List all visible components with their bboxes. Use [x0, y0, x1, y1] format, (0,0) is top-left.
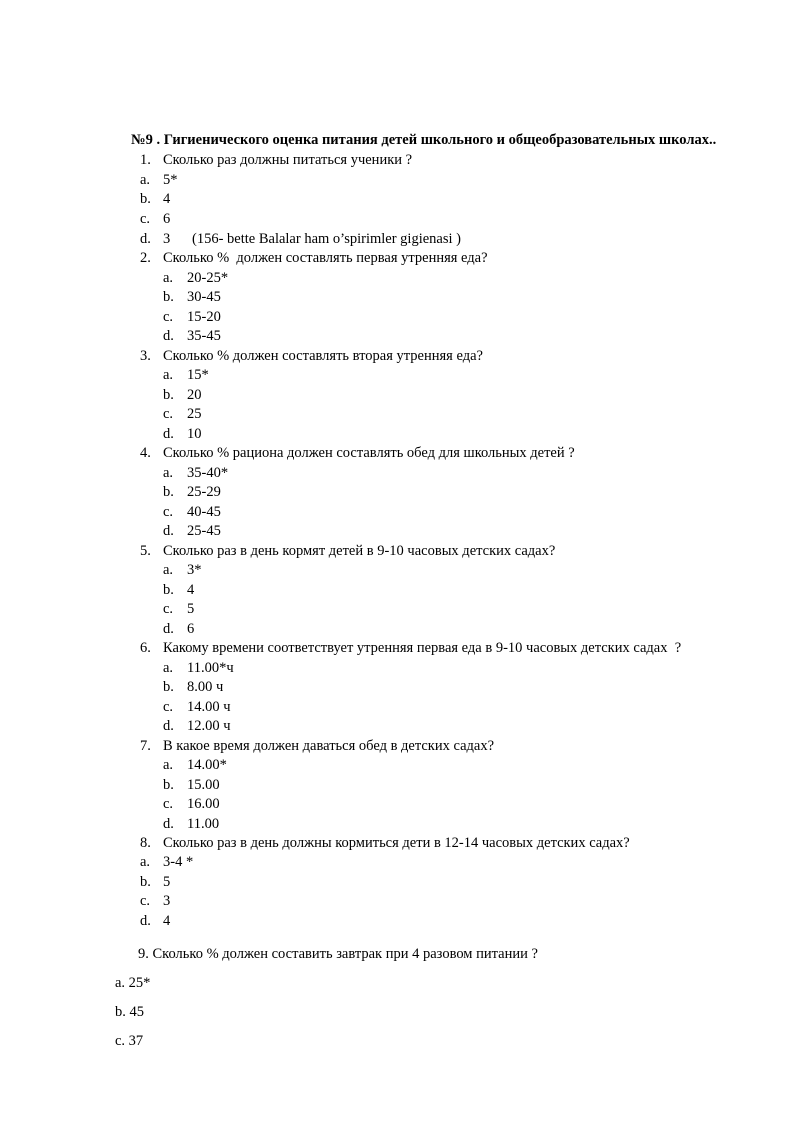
option-marker: b. [140, 874, 151, 890]
option-marker: a. [163, 367, 174, 383]
option-text: 3* [187, 562, 202, 578]
question-text: Сколько раз в день должны кормиться дети в 12-14 часовых детских садах? [163, 835, 630, 851]
option-text: 3-4 * [163, 854, 194, 870]
option-text: 14.00* [187, 757, 227, 773]
option-marker: d. [163, 426, 174, 442]
option-text: 5 [187, 601, 195, 617]
option-text: 20-25* [187, 270, 229, 286]
option-marker: b. [163, 387, 174, 403]
option-text: 25 [187, 406, 202, 422]
option-marker: b. [163, 582, 174, 598]
question-number: 1. [140, 152, 151, 168]
option-marker: c. [140, 893, 151, 909]
option-text: 14.00 ч [187, 699, 231, 715]
option-text: b. 45 [115, 1004, 144, 1020]
option-text: 5 [163, 874, 171, 890]
source-note: (156- bette Balalar ham o’spirimler gigienasi ) [192, 231, 461, 247]
option-text: 12.00 ч [187, 718, 231, 734]
option-marker: a. [163, 270, 174, 286]
question-text: Сколько % должен составлять первая утренняя еда? [163, 250, 488, 266]
option-marker: b. [163, 777, 174, 793]
option-marker: c. [163, 601, 174, 617]
option-marker: c. [140, 211, 151, 227]
option-marker: a. [140, 172, 151, 188]
option-marker: b. [140, 191, 151, 207]
option-text: 11.00 [187, 816, 220, 832]
option-text: 30-45 [187, 289, 221, 305]
option-marker: a. [163, 660, 174, 676]
question-number: 7. [140, 738, 151, 754]
option-marker: d. [140, 231, 151, 247]
option-marker: d. [163, 718, 174, 734]
option-text: 35-40* [187, 465, 229, 481]
option-text: 6 [163, 211, 171, 227]
question-text: Сколько % рациона должен составлять обед для школьных детей ? [163, 445, 575, 461]
option-text: 25-45 [187, 523, 221, 539]
question-text: Сколько раз должны питаться ученики ? [163, 152, 413, 168]
option-text: 25-29 [187, 484, 221, 500]
option-text: 4 [163, 913, 171, 929]
option-text: 4 [187, 582, 195, 598]
option-text: 5* [163, 172, 178, 188]
option-text: 3 [163, 893, 171, 909]
option-marker: c. [163, 796, 174, 812]
option-marker: a. [163, 757, 174, 773]
option-marker: c. [163, 699, 174, 715]
question-text: Сколько раз в день кормят детей в 9-10 часовых детских садах? [163, 543, 556, 559]
option-text: 10 [187, 426, 202, 442]
option-marker: d. [163, 328, 174, 344]
question-number: 2. [140, 250, 151, 266]
question-text: 9. Сколько % должен составить завтрак при 4 разовом питании ? [138, 946, 538, 962]
option-text: 3 [163, 231, 171, 247]
option-text: 6 [187, 621, 195, 637]
option-marker: b. [163, 289, 174, 305]
option-marker: c. [163, 406, 174, 422]
option-marker: b. [163, 679, 174, 695]
option-marker: b. [163, 484, 174, 500]
option-marker: d. [140, 913, 151, 929]
option-text: 8.00 ч [187, 679, 224, 695]
option-marker: d. [163, 621, 174, 637]
question-number: 6. [140, 640, 151, 656]
option-text: a. 25* [115, 975, 151, 991]
option-marker: c. [163, 504, 174, 520]
page-title: №9 . Гигиенического оценка питания детей школьного и общеобразовательных школах.. [131, 132, 717, 148]
question-number: 4. [140, 445, 151, 461]
option-marker: a. [140, 854, 151, 870]
option-marker: d. [163, 523, 174, 539]
option-text: 11.00*ч [187, 660, 234, 676]
question-text: В какое время должен даваться обед в детских садах? [163, 738, 495, 754]
option-marker: a. [163, 562, 174, 578]
question-number: 5. [140, 543, 151, 559]
option-text: 15* [187, 367, 209, 383]
option-marker: d. [163, 816, 174, 832]
option-text: 35-45 [187, 328, 221, 344]
option-marker: a. [163, 465, 174, 481]
option-text: 20 [187, 387, 202, 403]
question-number: 3. [140, 348, 151, 364]
option-text: 4 [163, 191, 171, 207]
option-text: 40-45 [187, 504, 221, 520]
option-text: 16.00 [187, 796, 220, 812]
question-text: Сколько % должен составлять вторая утренняя еда? [163, 348, 483, 364]
question-text: Какому времени соответствует утренняя первая еда в 9-10 часовых детских садах ? [163, 640, 682, 656]
option-text: 15.00 [187, 777, 220, 793]
option-text: 15-20 [187, 309, 221, 325]
option-text: c. 37 [115, 1033, 144, 1049]
option-marker: c. [163, 309, 174, 325]
question-number: 8. [140, 835, 151, 851]
